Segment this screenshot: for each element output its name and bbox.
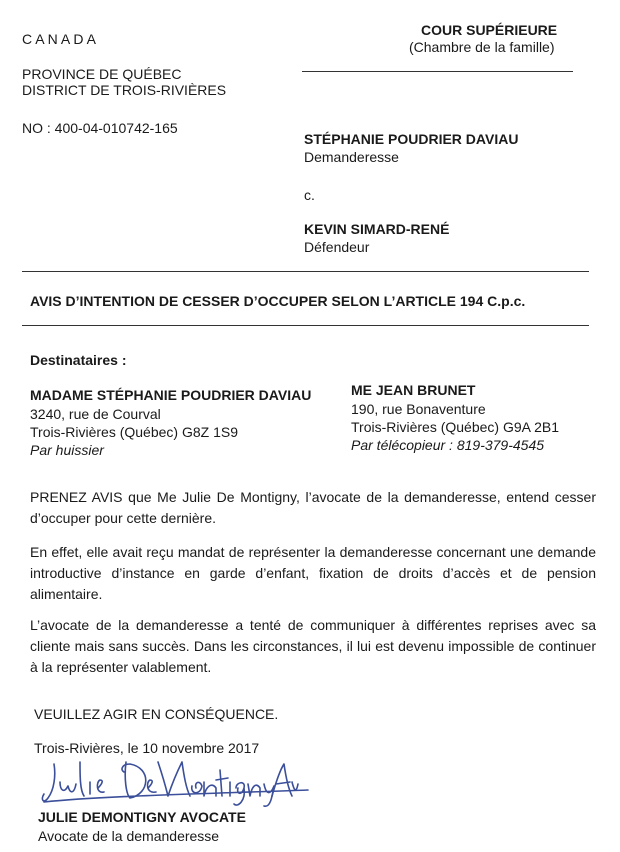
recipient-left-city: Trois-Rivières (Québec) G8Z 1S9: [30, 424, 238, 440]
province-label: PROVINCE DE QUÉBEC: [22, 66, 182, 82]
paragraph-attempts: L’avocate de la demanderesse a tenté de communiquer à différentes reprises avec sa cliente mais sans succès. Dans les circonstances, il lui est devenu impossible de continuer à la représenter valablement.: [30, 617, 596, 675]
document-title: AVIS D’INTENTION DE CESSER D’OCCUPER SELON L’ARTICLE 194 C.p.c.: [30, 293, 526, 309]
signatory-title: Avocate de la demanderesse: [38, 828, 220, 844]
recipient-left-name: MADAME STÉPHANIE POUDRIER DAVIAU: [30, 387, 312, 403]
recipient-right-address: 190, rue Bonaventure: [351, 401, 486, 417]
defendant-name: KEVIN SIMARD-RENÉ: [304, 221, 450, 237]
recipients-heading: Destinataires :: [30, 352, 127, 368]
recipient-right-name: ME JEAN BRUNET: [351, 382, 476, 398]
file-number: NO : 400-04-010742-165: [22, 120, 178, 136]
title-rule-top: [22, 271, 589, 272]
recipient-right-method: Par télécopieur : 819-379-4545: [351, 437, 545, 453]
recipient-right-city: Trois-Rivières (Québec) G9A 2B1: [351, 419, 559, 435]
plaintiff-name: STÉPHANIE POUDRIER DAVIAU: [304, 131, 519, 147]
recipient-left-method: Par huissier: [30, 442, 104, 458]
recipient-left-address: 3240, rue de Courval: [30, 406, 161, 422]
closing-line: VEUILLEZ AGIR EN CONSÉQUENCE.: [34, 706, 279, 722]
paragraph-mandate: En effet, elle avait reçu mandat de représenter la demanderesse concernant une demande introductive d’instance en garde d’enfant, fixation de droits d’accès et de pension alimentaire.: [30, 544, 596, 602]
header-rule: [302, 71, 573, 72]
defendant-role: Défendeur: [304, 239, 370, 255]
handwritten-signature: [40, 754, 310, 810]
versus-label: c.: [304, 187, 315, 203]
court-name: COUR SUPÉRIEURE: [421, 22, 558, 38]
title-rule-bottom: [22, 325, 589, 326]
signatory-name: JULIE DEMONTIGNY AVOCATE: [38, 809, 246, 825]
district-label: DISTRICT DE TROIS-RIVIÈRES: [22, 82, 227, 98]
place-date: Trois-Rivières, le 10 novembre 2017: [34, 740, 260, 756]
court-chamber: (Chambre de la famille): [409, 39, 555, 55]
plaintiff-role: Demanderesse: [304, 149, 399, 165]
paragraph-notice: PRENEZ AVIS que Me Julie De Montigny, l’avocate de la demanderesse, entend cesser d’occuper pour cette dernière.: [30, 489, 596, 526]
country-label: C A N A D A: [22, 31, 96, 47]
